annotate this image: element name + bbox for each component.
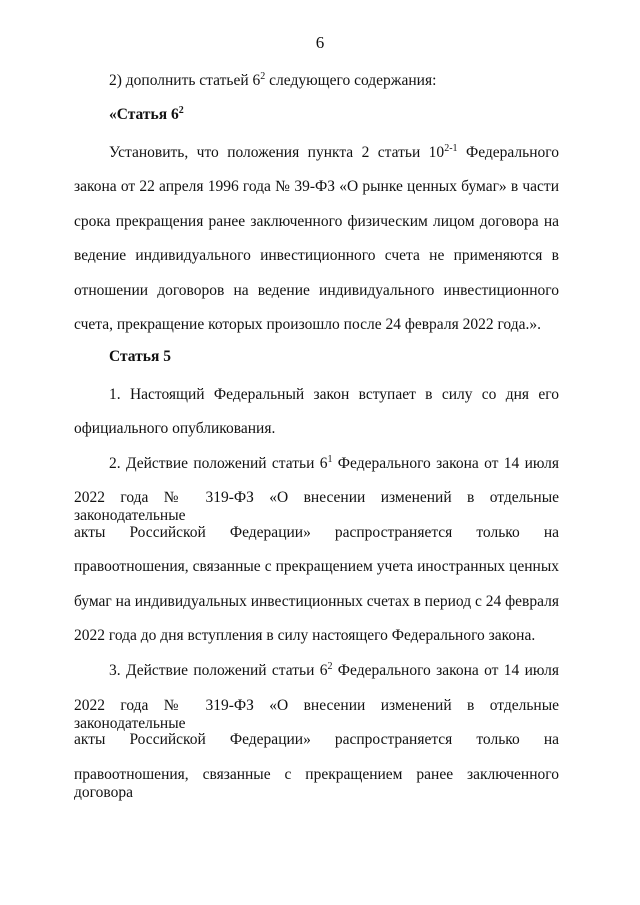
article-5-item-2-line: 2022 года № 319-ФЗ «О внесении изменений в отдельные законодательные	[74, 489, 559, 524]
article-5-item-1-line: официального опубликования.	[74, 420, 276, 437]
article-5-item-1-line: 1. Настоящий Федеральный закон вступает в силу со дня его	[109, 386, 559, 403]
new-article-paragraph-line: отношении договоров на ведение индивидуального инвестиционного	[74, 282, 559, 299]
new-article-paragraph-line: ведение индивидуального инвестиционного счета не применяются в	[74, 247, 559, 264]
article-5-item-3-line: 2022 года № 319-ФЗ «О внесении изменений в отдельные законодательные	[74, 697, 559, 732]
text-fragment: 3. Действие положений статьи 6	[109, 662, 328, 679]
text-fragment: 2. Действие положений статьи 6	[109, 455, 328, 472]
article-5-item-3-line: правоотношения, связанные с прекращением ранее заключенного договора	[74, 766, 559, 801]
article-5-item-3-line	[109, 662, 559, 680]
superscript: 2	[260, 71, 266, 82]
text-fragment: Федерального закона от 14 июля	[332, 662, 559, 679]
new-article-paragraph-line	[109, 144, 559, 162]
text-fragment: Федерального закона от 14 июля	[332, 455, 559, 472]
superscript: 2	[178, 105, 184, 116]
new-article-paragraph-line: срока прекращения ранее заключенного физическим лицом договора на	[74, 213, 559, 230]
amendment-intro-line	[109, 72, 594, 90]
article-5-item-3-line: акты Российской Федерации» распространяется только на	[74, 731, 559, 748]
article-5-item-2-line: акты Российской Федерации» распространяется только на	[74, 524, 559, 541]
new-article-heading	[109, 106, 594, 124]
page-number: 6	[315, 33, 325, 52]
superscript: 2	[327, 661, 333, 672]
superscript: 2-1	[444, 143, 458, 154]
article-5-item-2-line: бумаг на индивидуальных инвестиционных счетах в период с 24 февраля	[74, 593, 559, 610]
article-5-item-2-line	[109, 455, 559, 473]
superscript: 1	[327, 454, 333, 465]
article-5-item-2-line: правоотношения, связанные с прекращением учета иностранных ценных	[74, 558, 559, 575]
text-fragment: Федерального	[457, 144, 559, 161]
text-fragment: Установить, что положения пункта 2 статьи 10	[109, 144, 445, 161]
article-5-heading: Статья 5	[109, 348, 171, 365]
new-article-paragraph-line: закона от 22 апреля 1996 года № 39-ФЗ «О рынке ценных бумаг» в части	[74, 178, 559, 195]
text-fragment: следующего содержания:	[265, 72, 437, 89]
article-5-item-2-line: 2022 года до дня вступления в силу настоящего Федерального закона.	[74, 627, 536, 644]
text-fragment: «Статья 6	[109, 106, 179, 123]
text-fragment: 2) дополнить статьей 6	[109, 72, 261, 89]
new-article-paragraph-line: счета, прекращение которых произошло после 24 февраля 2022 года.».	[74, 316, 541, 333]
